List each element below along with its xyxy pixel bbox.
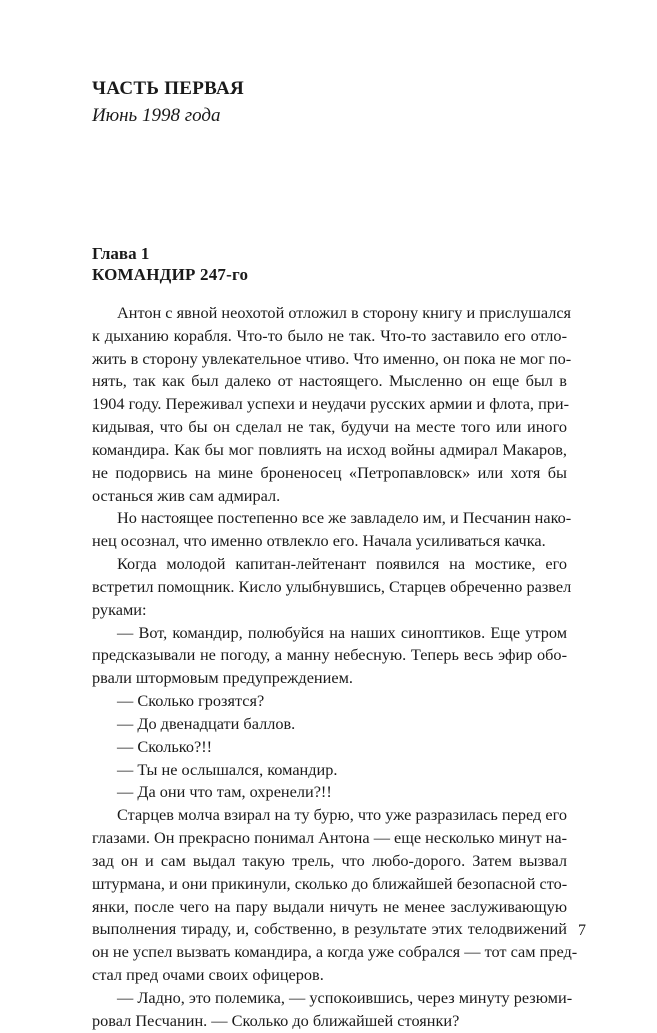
text-line: командира. Как бы мог повлиять на исход войны адмирал Макаров,: [92, 439, 567, 459]
text-line: предсказывали не погоду, а манну небесную. Теперь весь эфир обо-: [92, 645, 567, 665]
text-line: — Ты не ослышался, командир.: [117, 759, 338, 779]
text-line: выполнения тираду, и, собственно, в результате этих телодвижений: [92, 919, 567, 939]
text-line: кидывая, что бы он сделал не так, будучи на месте того или иного: [92, 417, 567, 437]
text-line: ровал Песчанин. — Сколько до ближайшей стоянки?: [92, 1010, 460, 1030]
text-line: — Сколько грозятся?: [117, 691, 265, 711]
text-line: — Да они что там, охренели?!!: [117, 782, 332, 802]
text-line: жить в сторону увлекательное чтиво. Что именно, он пока не мог по-: [92, 348, 572, 368]
text-line: он не успел вызвать командира, а когда уже собрался — тот сам пред-: [92, 942, 578, 962]
part-title: ЧАСТЬ ПЕРВАЯ: [92, 78, 245, 99]
text-line: глазами. Он прекрасно понимал Антона — еще несколько минут на-: [92, 828, 567, 848]
text-line: встретил помощник. Кисло улыбнувшись, Старцев обреченно развел: [92, 576, 572, 596]
text-line: Когда молодой капитан-лейтенант появился на мостике, его: [117, 554, 567, 574]
page-number: 7: [578, 922, 586, 939]
text-line: Но настоящее постепенно все же завладело им, и Песчанин нако-: [117, 508, 572, 528]
text-line: к дыханию корабля. Что-то было не так. Что-то заставило его отло-: [92, 325, 567, 345]
text-line: нять, так как был далеко от настоящего. Мысленно он еще был в: [92, 371, 567, 391]
chapter-title: КОМАНДИР 247-го: [92, 265, 249, 284]
text-line: янки, после чего на пару выдали ничуть не менее заслуживающую: [92, 896, 567, 916]
body-text: [92, 302, 578, 1033]
text-line: рвали штормовым предупреждением.: [92, 668, 353, 688]
text-line: стал пред очами своих офицеров.: [92, 965, 324, 985]
text-line: — Ладно, это полемика, — успокоившись, через минуту резюми-: [117, 987, 573, 1007]
text-line: руками:: [92, 599, 147, 619]
text-line: зад он и сам выдал такую трель, что любо-дорого. Затем вызвал: [92, 850, 567, 870]
text-line: нец осознал, что именно отвлекло его. Начала усиливаться качка.: [92, 531, 546, 551]
text-line: — Вот, командир, полюбуйся на наших синоптиков. Еще утром: [117, 622, 567, 642]
text-line: останься жив сам адмирал.: [92, 485, 281, 505]
text-line: Антон с явной неохотой отложил в сторону книгу и прислушался: [117, 303, 572, 322]
text-line: не подорвись на мине броненосец «Петропавловск» или хотя бы: [92, 462, 567, 482]
chapter-number: Глава 1: [92, 244, 150, 263]
text-line: Старцев молча взирал на ту бурю, что уже разразилась перед его: [117, 805, 567, 825]
part-subtitle: Июнь 1998 года: [92, 105, 221, 126]
text-line: штурмана, и они прикинули, сколько до ближайшей безопасной сто-: [92, 873, 568, 893]
text-line: — До двенадцати баллов.: [117, 713, 296, 733]
text-line: — Сколько?!!: [117, 736, 213, 756]
text-line: 1904 году. Переживал успехи и неудачи русских армии и флота, при-: [92, 394, 570, 414]
